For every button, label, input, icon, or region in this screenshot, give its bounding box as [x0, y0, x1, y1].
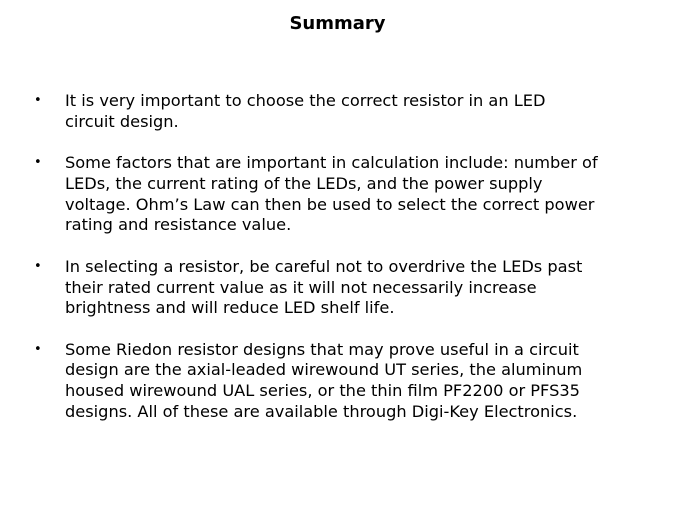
bullet-item: [34, 340, 654, 423]
bullet-line: housed wirewound UAL series, or the thin film PF2200 or PFS35: [65, 381, 580, 401]
bullet-line: LEDs, the current rating of the LEDs, and the power supply: [65, 173, 543, 193]
bullet-line: their rated current value as it will not necessarily increase: [65, 277, 537, 297]
bullet-marker: •: [34, 258, 42, 274]
bullet-item: [34, 91, 654, 133]
bullet-item: [34, 257, 654, 319]
bullet-line: In selecting a resistor, be careful not to overdrive the LEDs past: [65, 256, 583, 276]
bullet-line: Some factors that are important in calculation include: number of: [65, 153, 598, 173]
bullet-marker: •: [34, 93, 42, 108]
bullet-marker: •: [34, 155, 42, 171]
bullet-item: [34, 153, 654, 236]
bullet-text: [65, 257, 654, 319]
bullet-text: [65, 340, 654, 423]
bullet-text: [65, 91, 654, 133]
bullet-line: It is very important to choose the correct resistor in an LED: [65, 91, 546, 110]
bullet-marker: •: [34, 341, 42, 357]
bullet-line: design are the axial-leaded wirewound UT series, the aluminum: [65, 360, 583, 380]
bullet-line: Some Riedon resistor designs that may prove useful in a circuit: [65, 339, 579, 359]
bullet-line: designs. All of these are available through Digi-Key Electronics.: [65, 402, 578, 422]
slide-title: Summary: [289, 13, 386, 34]
bullet-text: [65, 153, 654, 236]
bullet-line: circuit design.: [65, 111, 179, 131]
bullet-line: brightness and will reduce LED shelf life.: [65, 298, 395, 318]
bullet-list: [34, 91, 654, 443]
bullet-line: voltage. Ohm’s Law can then be used to select the correct power: [65, 194, 595, 214]
bullet-line: rating and resistance value.: [65, 215, 292, 235]
